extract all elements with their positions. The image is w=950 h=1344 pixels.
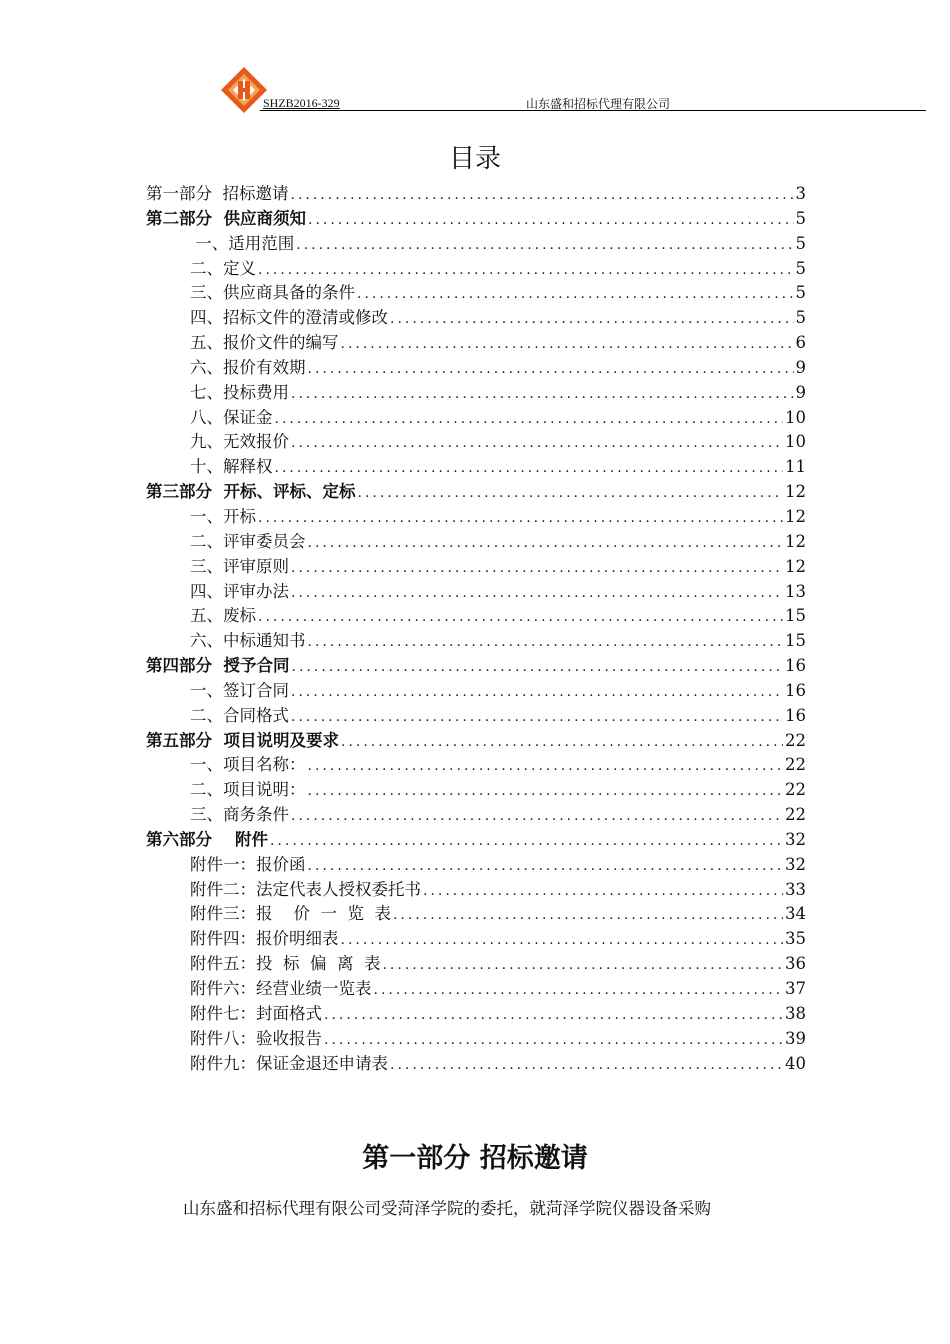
toc-entry-label: 八、保证金 [190,407,273,427]
toc-entry-label: 第六部分 附件 [146,829,268,849]
toc-entry-label: 二、项目说明： [190,780,306,800]
toc-entry[interactable] [146,356,806,381]
toc-leader-dots [423,879,783,904]
toc-entry-label: 第二部分 供应商须知 [146,208,306,228]
toc-entry-label: 四、招标文件的澄清或修改 [190,308,388,328]
toc-leader-dots [308,630,784,655]
toc-entry[interactable] [146,1027,806,1052]
toc-leader-dots [308,754,784,779]
toc-leader-dots [357,282,794,307]
toc-page-number: 11 [785,457,806,477]
toc-entry[interactable] [146,729,806,754]
toc-entry-label: 六、中标通知书 [190,631,306,651]
toc-page-number: 5 [795,258,806,278]
toc-entry[interactable] [146,902,806,927]
toc-leader-dots [291,804,783,829]
toc-leader-dots [374,978,784,1003]
header-rule [260,110,926,111]
toc-page-number: 22 [785,780,806,800]
toc-entry[interactable] [146,406,806,431]
toc-leader-dots [291,183,794,208]
page-header [220,66,926,112]
toc-page-number: 6 [795,333,806,353]
toc-entry-label: 附件八：验收报告 [190,1028,322,1048]
toc-entry[interactable] [146,530,806,555]
toc-entry[interactable] [146,753,806,778]
toc-entry-label: 第四部分 授予合同 [146,656,290,676]
toc-entry-label: 三、商务条件 [190,805,289,825]
company-logo-icon [220,66,268,114]
toc-entry[interactable] [146,629,806,654]
toc-leader-dots [291,680,783,705]
toc-leader-dots [258,506,783,531]
toc-entry[interactable] [146,555,806,580]
table-of-contents [146,182,806,1076]
toc-page-number: 12 [785,531,806,551]
toc-entry[interactable] [146,828,806,853]
toc-leader-dots [390,307,794,332]
toc-entry[interactable] [146,257,806,282]
toc-entry[interactable] [146,1002,806,1027]
toc-page-number: 10 [785,432,806,452]
toc-page-number: 3 [795,184,806,203]
toc-entry[interactable] [146,604,806,629]
toc-leader-dots [275,407,784,432]
toc-page-number: 15 [785,631,806,651]
toc-entry-label: 九、无效报价 [190,432,289,452]
toc-leader-dots [390,1053,783,1078]
toc-title: 目录 [448,144,501,174]
toc-leader-dots [291,556,783,581]
toc-page-number: 38 [785,1003,806,1023]
toc-page-number: 12 [785,556,806,576]
toc-leader-dots [275,456,784,481]
toc-leader-dots [393,903,783,928]
toc-entry-label: 一、开标 [190,506,256,526]
header-company-name: 山东盛和招标代理有限公司 [526,97,671,111]
toc-entry[interactable] [146,480,806,505]
toc-leader-dots [358,481,784,506]
toc-page-number: 5 [795,208,806,228]
toc-entry-label: 一、签订合同 [190,680,289,700]
toc-leader-dots [296,233,793,258]
toc-page-number: 13 [785,581,806,601]
toc-entry[interactable] [146,654,806,679]
toc-page-number: 36 [785,954,806,974]
toc-page-number: 35 [785,929,806,949]
toc-entry-label: 三、供应商具备的条件 [190,283,355,303]
toc-entry-label: 一、适用范围 [190,233,295,253]
toc-page-number: 16 [785,680,806,700]
toc-page-number: 37 [785,979,806,998]
toc-page-number: 5 [795,283,806,303]
toc-leader-dots [291,705,783,730]
toc-entry-label: 六、报价有效期 [190,357,306,377]
toc-page-number: 39 [785,1028,806,1048]
toc-entry-label: 附件五：投 标 偏 离 表 [190,954,381,974]
toc-entry[interactable] [146,1052,806,1077]
toc-entry[interactable] [146,455,806,480]
toc-entry-label: 附件四：报价明细表 [190,929,339,949]
toc-page-number: 12 [785,506,806,526]
toc-page-number: 10 [785,407,806,427]
toc-leader-dots [258,258,794,283]
toc-page-number: 9 [795,382,806,402]
toc-leader-dots [270,829,783,854]
toc-entry-label: 七、投标费用 [190,382,289,402]
toc-page-number: 5 [795,233,806,253]
toc-entry[interactable] [146,182,806,207]
toc-entry-label: 四、评审办法 [190,581,289,601]
toc-page-number: 22 [785,755,806,775]
toc-entry-label: 五、废标 [190,606,256,626]
toc-entry-label: 五、报价文件的编写 [190,333,339,353]
toc-leader-dots [341,730,783,755]
toc-page-number: 32 [785,854,806,874]
toc-leader-dots [292,655,784,680]
toc-leader-dots [308,208,794,233]
toc-entry[interactable] [146,853,806,878]
toc-entry-label: 附件二：法定代表人授权委托书 [190,879,421,899]
toc-leader-dots [291,581,783,606]
toc-entry-label: 二、评审委员会 [190,531,306,551]
toc-entry-label: 一、项目名称： [190,755,306,775]
toc-page-number: 16 [785,705,806,725]
toc-entry-label: 附件一：报价函 [190,854,306,874]
toc-leader-dots [308,531,784,556]
toc-entry[interactable] [146,381,806,406]
toc-entry-label: 第五部分 项目说明及要求 [146,730,339,750]
section-heading: 第一部分 招标邀请 [362,1143,588,1174]
toc-entry-label: 二、定义 [190,258,256,278]
body-paragraph: 山东盛和招标代理有限公司受菏泽学院的委托，就菏泽学院仪器设备采购 [183,1199,711,1218]
toc-page-number: 40 [785,1053,806,1073]
toc-entry-label: 三、评审原则 [190,556,289,576]
toc-entry[interactable] [146,977,806,1002]
toc-leader-dots [324,1003,783,1028]
toc-page-number: 5 [795,308,806,328]
toc-leader-dots [341,928,784,953]
toc-entry[interactable] [146,430,806,455]
toc-page-number: 22 [785,730,806,750]
toc-leader-dots [382,953,783,978]
toc-entry-label: 附件七：封面格式 [190,1003,322,1023]
toc-entry[interactable] [146,952,806,977]
toc-leader-dots [308,854,784,879]
toc-entry[interactable] [146,927,806,952]
toc-page-number: 22 [785,805,806,825]
toc-entry-label: 附件九：保证金退还申请表 [190,1053,388,1073]
toc-entry[interactable] [146,232,806,257]
toc-entry-label: 第三部分 开标、评标、定标 [146,482,356,502]
toc-entry-label: 附件三：报 价 一 览 表 [190,904,391,924]
toc-entry-label: 十、解释权 [190,457,273,477]
toc-leader-dots [258,605,783,630]
toc-entry[interactable] [146,207,806,232]
document-code: SHZB2016-329 [263,96,340,110]
toc-entry[interactable] [146,331,806,356]
toc-entry[interactable] [146,281,806,306]
toc-entry-label: 附件六：经营业绩一览表 [190,979,372,998]
toc-entry[interactable] [146,679,806,704]
toc-entry[interactable] [146,778,806,803]
toc-entry[interactable] [146,878,806,903]
toc-leader-dots [341,332,794,357]
toc-entry-label: 第一部分 招标邀请 [146,184,289,203]
toc-entry[interactable] [146,803,806,828]
toc-page-number: 9 [795,357,806,377]
toc-page-number: 33 [785,879,806,899]
toc-leader-dots [308,357,794,382]
toc-leader-dots [291,431,783,456]
toc-entry[interactable] [146,505,806,530]
toc-leader-dots [291,382,794,407]
toc-entry[interactable] [146,580,806,605]
toc-entry[interactable] [146,704,806,729]
toc-leader-dots [308,779,784,804]
toc-entry[interactable] [146,306,806,331]
toc-page-number: 15 [785,606,806,626]
toc-entry-label: 二、合同格式 [190,705,289,725]
toc-page-number: 16 [785,656,806,676]
toc-page-number: 34 [785,904,806,924]
toc-leader-dots [324,1028,783,1053]
toc-page-number: 12 [785,482,806,502]
toc-page-number: 32 [785,829,806,849]
